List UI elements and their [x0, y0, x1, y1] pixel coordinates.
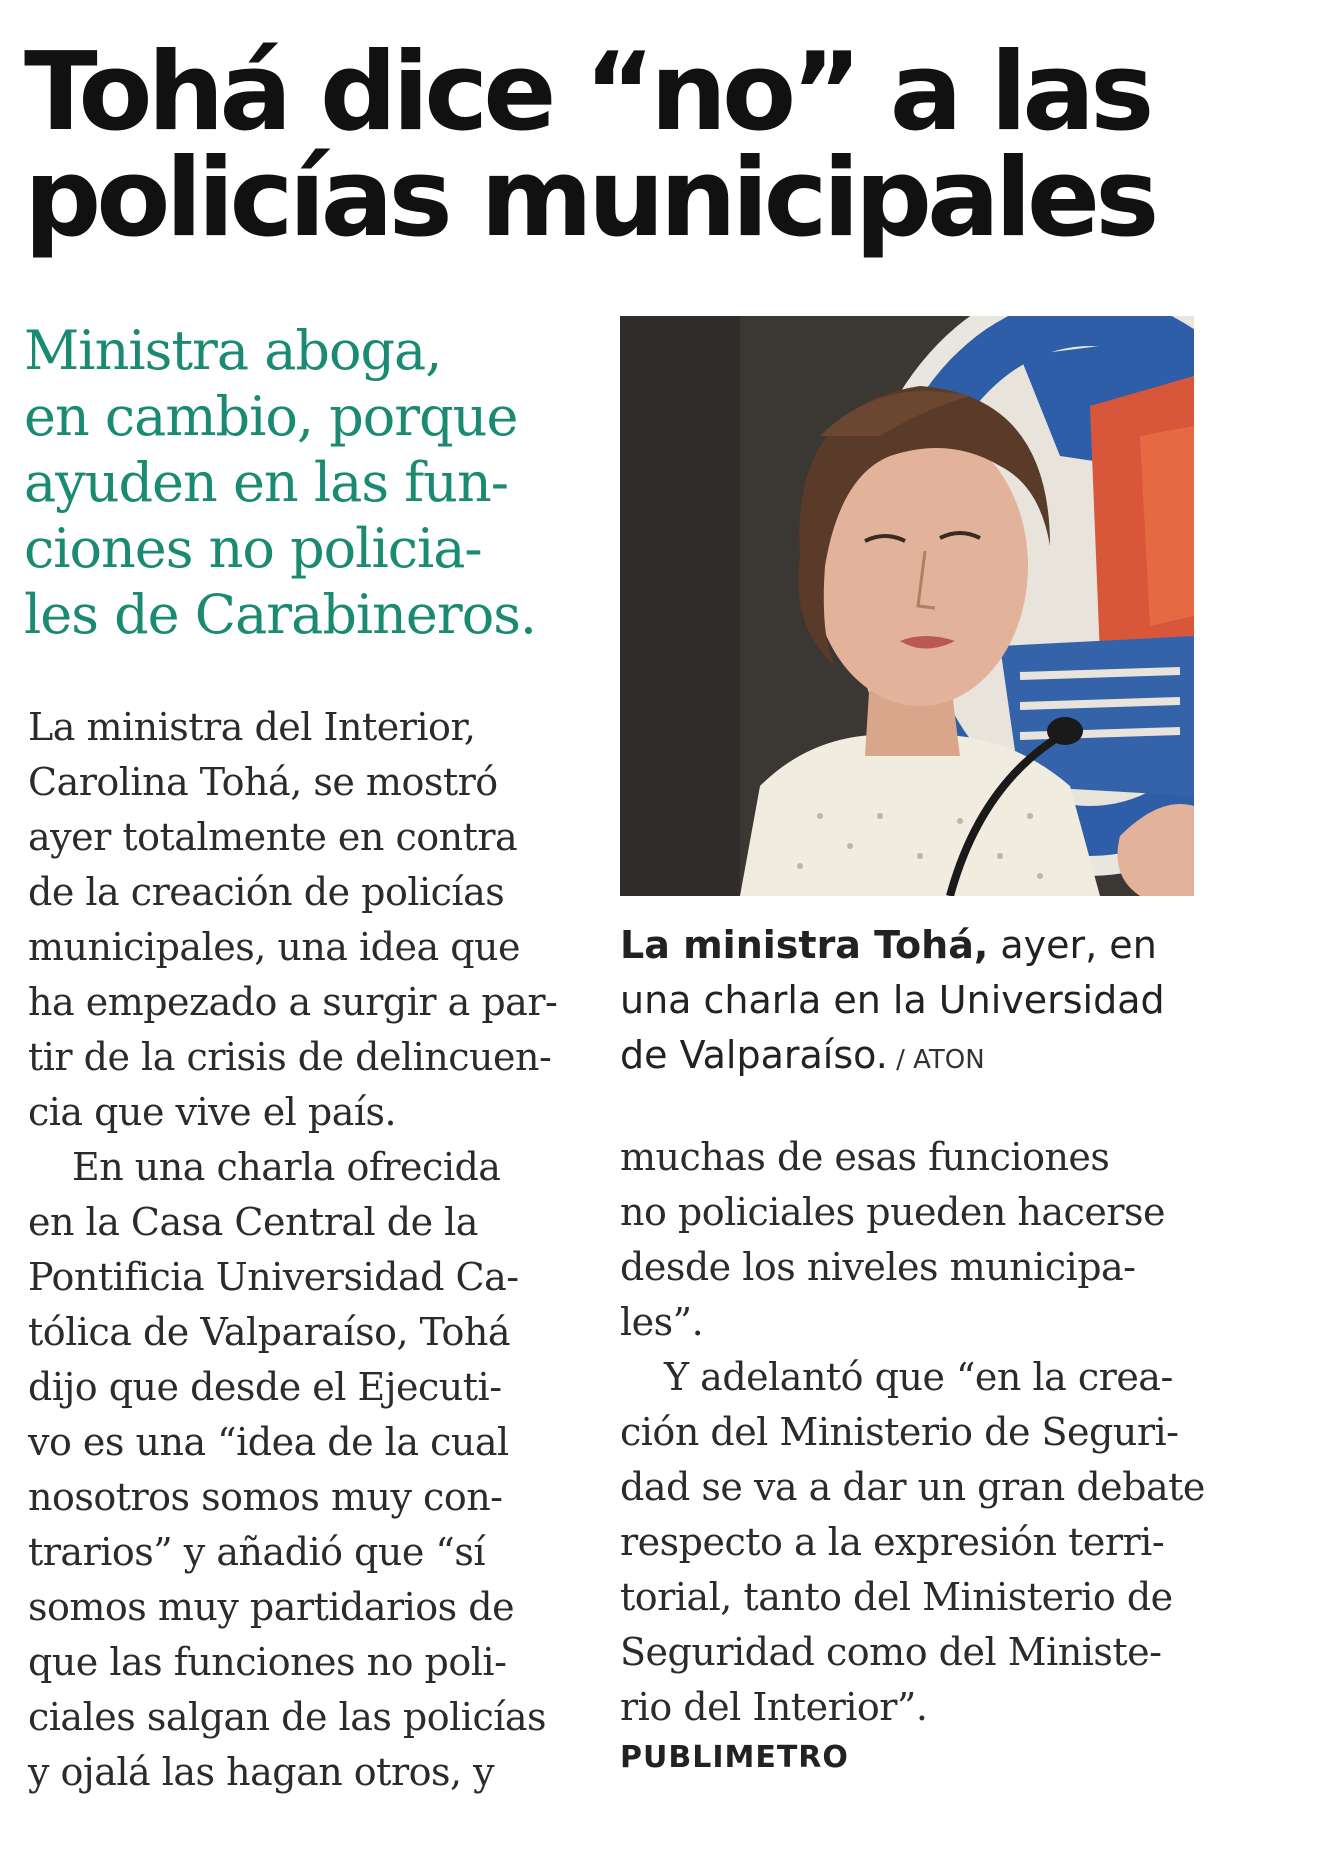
- headline: [24, 30, 1204, 261]
- body-line: y ojalá las hagan otros, y: [28, 1750, 495, 1794]
- body-line: vo es una “idea de la cual: [28, 1420, 509, 1464]
- body-line: trarios” y añadió que “sí: [28, 1530, 486, 1574]
- body-line: tir de la crisis de delincuen-: [28, 1035, 552, 1079]
- body-line: somos muy partidarios de: [28, 1585, 515, 1629]
- body-line: en la Casa Central de la: [28, 1200, 478, 1244]
- body-line: no policiales pueden hacerse: [620, 1190, 1165, 1234]
- body-line: cia que vive el país.: [28, 1090, 397, 1134]
- body-line: muchas de esas funciones: [620, 1135, 1110, 1179]
- body-line: rio del Interior”.: [620, 1685, 928, 1729]
- body-line: En una charla ofrecida: [72, 1145, 501, 1189]
- caption-line-1: [620, 918, 1200, 973]
- caption-line-2: una charla en la Universidad: [620, 978, 1165, 1022]
- photo-illustration: [620, 316, 1194, 896]
- body-line: que las funciones no poli-: [28, 1640, 507, 1684]
- body-line: nosotros somos muy con-: [28, 1475, 503, 1519]
- subhead-line: ciones no policia-: [24, 517, 482, 580]
- body-line: tólica de Valparaíso, Tohá: [28, 1310, 511, 1354]
- body-line: dad se va a dar un gran debate: [620, 1465, 1205, 1509]
- photo-caption: [620, 918, 1200, 1088]
- body-line: ciales salgan de las policías: [28, 1695, 547, 1739]
- body-line: Carolina Tohá, se mostró: [28, 760, 498, 804]
- body-line: les”.: [620, 1300, 704, 1344]
- subhead-line: ayuden en las fun-: [24, 451, 508, 514]
- caption-line-3: [620, 1028, 1200, 1088]
- body-line: de la creación de policías: [28, 870, 505, 914]
- body-line: desde los niveles municipa-: [620, 1245, 1136, 1289]
- body-line: ha empezado a surgir a par-: [28, 980, 558, 1024]
- body-line: ción del Ministerio de Seguri-: [620, 1410, 1179, 1454]
- caption-line-3-text: de Valparaíso.: [620, 1033, 888, 1077]
- body-line: La ministra del Interior,: [28, 705, 476, 749]
- subhead-line: Ministra aboga,: [24, 319, 442, 382]
- body-line: dijo que desde el Ejecuti-: [28, 1365, 502, 1409]
- subheadline: [24, 318, 584, 648]
- article-column-1: [28, 700, 568, 1800]
- photo-credit: / ATON: [887, 1045, 985, 1075]
- subhead-line: les de Carabineros.: [24, 583, 537, 646]
- headline-line-1: Tohá dice “no” a las: [24, 30, 1150, 155]
- headline-line-2: policías municipales: [24, 136, 1155, 261]
- article-column-2: [620, 1130, 1205, 1735]
- body-line: municipales, una idea que: [28, 925, 521, 969]
- body-line: ayer totalmente en contra: [28, 815, 518, 859]
- subhead-line: en cambio, porque: [24, 385, 518, 448]
- body-line: Seguridad como del Ministe-: [620, 1630, 1162, 1674]
- source-label: PUBLIMETRO: [620, 1740, 849, 1775]
- caption-line-1-rest: ayer, en: [988, 923, 1157, 967]
- woman-speaking-photo: [620, 316, 1194, 896]
- body-line: respecto a la expresión terri-: [620, 1520, 1165, 1564]
- body-line: Pontificia Universidad Ca-: [28, 1255, 519, 1299]
- body-line: torial, tanto del Ministerio de: [620, 1575, 1173, 1619]
- caption-bold-lead: La ministra Tohá,: [620, 923, 989, 967]
- body-line: Y adelantó que “en la crea-: [664, 1355, 1173, 1399]
